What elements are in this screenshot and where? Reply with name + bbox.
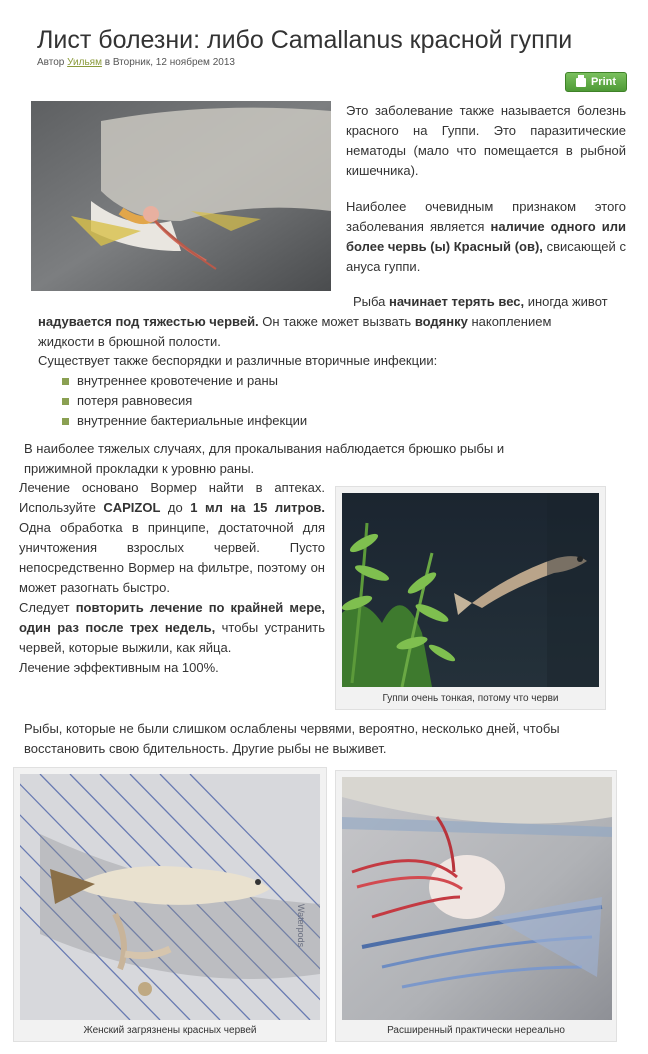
treatment-paragraph-1: [19, 478, 325, 598]
caption-thin-guppy: Гуппи очень тонкая, потому что черви: [382, 693, 559, 704]
symptoms-l1-a: Рыба: [353, 294, 386, 309]
page-title: Лист болезни: либо Camallanus красной гуппи: [37, 26, 573, 54]
list-item: потеря равновесия: [62, 391, 307, 411]
treatment-p1-c: до: [167, 500, 183, 515]
photo-magnified-worms-image: [342, 777, 612, 1020]
byline: [37, 57, 235, 68]
photo-guppy-worm-image: [31, 101, 331, 291]
print-button[interactable]: [565, 72, 627, 92]
intro-paragraph-2: [346, 197, 626, 277]
treatment-paragraph-2: [19, 598, 325, 658]
notebook-brand-label: Waterpods: [296, 904, 306, 948]
recovery-line-2: восстановить свою бдительность. Другие рыбы не выживет.: [24, 741, 387, 756]
symptoms-l2-a: надувается под тяжестью червей.: [38, 314, 259, 329]
byline-prefix: Автор: [37, 57, 65, 68]
treatment-p2-c: чтобы устранить червей, которые выжили, как яйца.: [19, 620, 325, 655]
list-item: внутреннее кровотечение и раны: [62, 371, 307, 391]
photo-female-guppy-image: [20, 774, 320, 1020]
treatment-paragraph-3: Лечение эффективным на 100%.: [19, 660, 219, 675]
figure-female-guppy: [13, 767, 327, 1042]
treatment-p2-a: Следует: [19, 600, 70, 615]
caption-female-guppy: Женский загрязнены красных червей: [83, 1025, 257, 1036]
severe-line-2: прижимной прокладки к уровню раны.: [24, 461, 255, 476]
treatment-p1-e: Одна обработка в принципе, достаточной для уничтожения взрослых червей. Пусто непосредственно Вормер на фильтре, поэтому он может разогнать быстро.: [19, 520, 325, 595]
caption-magnified-worms: Расширенный практически нереально: [387, 1025, 565, 1036]
photo-magnified-worms: [342, 777, 612, 1020]
intro-p2-text: Наиболее очевидным признаком этого заболевания является: [346, 199, 626, 234]
intro-p2-tail: свисающей с ануса гуппи.: [346, 239, 626, 274]
symptoms-l2-b: Он также может вызвать: [262, 314, 412, 329]
symptoms-l1-c: иногда живот: [527, 294, 608, 309]
figure-magnified-worms: [335, 770, 617, 1042]
photo-guppy-worm: [31, 101, 331, 291]
treatment-product: CAPIZOL: [103, 500, 161, 515]
treatment-p2-b: повторить лечение по крайней мере, один раз после трех недель,: [19, 600, 325, 635]
infections-list: [62, 371, 307, 431]
intro-paragraph-1: Это заболевание также называется болезнь красного на Гуппи. Это паразитические нематоды (мало что помещается в рыбной кишечника).: [346, 103, 626, 178]
author-link[interactable]: Уильям: [67, 57, 102, 68]
symptoms-line-3: жидкости в брюшной полости.: [38, 334, 221, 349]
printer-icon: [576, 78, 586, 87]
severe-line-1: В наиболее тяжелых случаях, для прокалывания наблюдается брюшко рыбы и: [24, 441, 505, 456]
figure-thin-guppy: [335, 486, 606, 710]
intro-p2-emphasis: наличие одного или более червь (ы) Красный (ов),: [346, 219, 626, 254]
symptoms-line-2: [38, 312, 551, 332]
treatment-p1-a: Лечение основано Вормер найти в аптеках. Используйте: [19, 480, 325, 515]
symptoms-l1-b: начинает терять вес,: [389, 294, 525, 309]
print-label: Print: [590, 76, 617, 88]
recovery-line-1: Рыбы, которые не были слишком ослаблены червями, вероятно, несколько дней, чтобы: [24, 721, 560, 736]
byline-date: в Вторник, 12 ноябрем 2013: [104, 57, 235, 68]
treatment-dose: 1 мл на 15 литров.: [190, 500, 325, 515]
symptoms-line-1: [353, 292, 608, 312]
symptoms-l2-c: водянку: [414, 314, 468, 329]
symptoms-line-4: Существует также беспорядки и различные вторичные инфекции:: [38, 353, 438, 368]
list-item: внутренние бактериальные инфекции: [62, 411, 307, 431]
photo-thin-guppy: [342, 493, 599, 687]
photo-thin-guppy-image: [342, 493, 599, 687]
symptoms-l2-d: накоплением: [471, 314, 552, 329]
photo-female-guppy: [20, 774, 320, 1020]
